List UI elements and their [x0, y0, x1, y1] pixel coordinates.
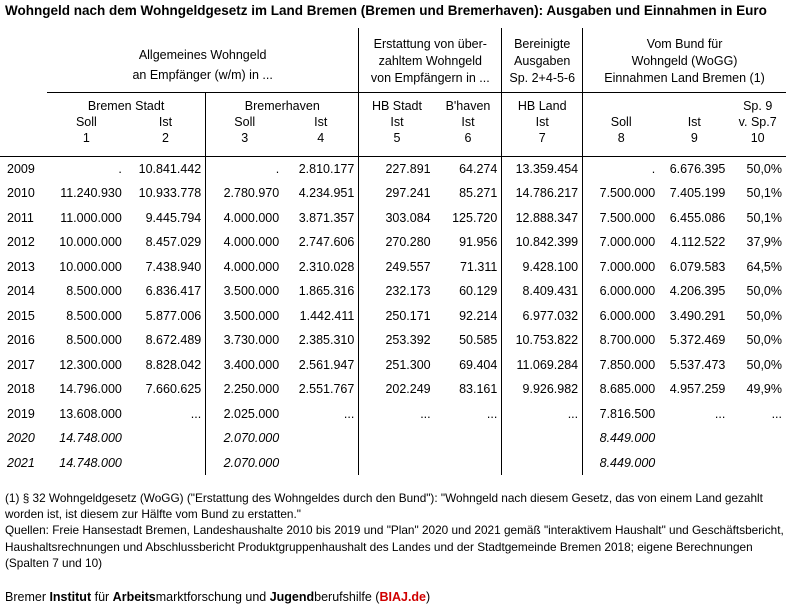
- table-cell: 2.070.000: [206, 451, 283, 476]
- col-number: 9: [659, 131, 729, 157]
- year-cell: 2010: [7, 186, 35, 201]
- header-hb-stadt: HB Stadt: [359, 92, 435, 113]
- table-cell: 11.240.930: [60, 186, 122, 201]
- table-cell: [659, 426, 729, 451]
- table-cell: 8.449.000: [583, 426, 660, 451]
- table-cell: 5.372.469: [669, 333, 726, 348]
- table-cell: 92.214: [459, 308, 498, 323]
- wohngeld-table: [0, 28, 786, 475]
- header-bremen-stadt: Bremen Stadt: [87, 98, 165, 113]
- table-cell: 50,0%: [746, 162, 782, 176]
- table-cell: 10.753.822: [502, 328, 583, 353]
- table-cell: 253.392: [359, 328, 435, 353]
- col-number: 8: [583, 131, 660, 157]
- table-row: [0, 157, 786, 182]
- header-group-bereinigte-ausgaben: Bereinigte Ausgaben Sp. 2+4-5-6: [502, 28, 583, 92]
- table-cell: ...: [486, 406, 498, 421]
- table-cell: ...: [190, 406, 202, 421]
- header-group-vom-bund: Vom Bund für Wohngeld (WoGG) Einnahmen Land Bremen (1): [583, 28, 786, 92]
- table-cell: 8.409.431: [502, 279, 583, 304]
- table-cell: 3.730.000: [206, 328, 283, 353]
- table-cell: 60.129: [459, 284, 498, 299]
- table-cell: [729, 426, 786, 451]
- table-cell: 14.796.000: [59, 382, 122, 397]
- table-cell: [126, 451, 206, 476]
- table-cell: ...: [771, 406, 782, 421]
- col-number: 10: [729, 131, 786, 157]
- table-cell: 10.000.000: [59, 259, 122, 274]
- table-cell: 250.171: [359, 304, 435, 329]
- table-cell: [659, 451, 729, 476]
- table-cell: [435, 426, 502, 451]
- table-row: [0, 230, 786, 255]
- table-cell: 6.455.086: [669, 210, 726, 225]
- table-cell: 7.660.625: [145, 382, 202, 397]
- table-cell: ...: [714, 406, 726, 421]
- table-cell: 50,1%: [746, 186, 782, 201]
- table-row: [0, 255, 786, 280]
- header-bhaven: B'haven: [445, 98, 491, 113]
- col-label: Soll: [583, 113, 660, 131]
- year-cell: 2019: [7, 406, 35, 421]
- biaj-link[interactable]: BIAJ.de: [379, 590, 427, 604]
- table-cell: 1.442.411: [299, 308, 355, 323]
- table-cell: 11.069.284: [502, 353, 583, 378]
- table-row: [0, 206, 786, 231]
- year-cell: 2021: [7, 455, 35, 470]
- table-cell: 14.748.000: [59, 431, 122, 446]
- table-cell: 8.828.042: [145, 357, 202, 372]
- table-cell: 9.926.982: [502, 377, 583, 402]
- table-row: [0, 402, 786, 427]
- table-cell: 6.000.000: [583, 279, 660, 304]
- table-cell: 50,0%: [746, 308, 782, 323]
- col-label: Ist: [502, 113, 583, 131]
- table-cell: 71.311: [459, 259, 498, 274]
- table-cell: [435, 451, 502, 476]
- header-bremerhaven: Bremerhaven: [206, 92, 359, 113]
- table-cell: 125.720: [452, 210, 498, 225]
- table-cell: 13.359.454: [502, 157, 583, 182]
- header-group-erstattung: Erstattung von über- zahltem Wohngeld von Empfängern in ...: [359, 28, 502, 92]
- table-cell: 227.891: [359, 157, 435, 182]
- year-cell: 2017: [7, 357, 35, 372]
- table-cell: 6.676.395: [669, 162, 726, 176]
- table-cell: 9.445.794: [145, 210, 202, 225]
- table-cell: 7.850.000: [583, 353, 660, 378]
- table-cell: 4.206.395: [669, 284, 726, 299]
- table-cell: 4.000.000: [206, 206, 283, 231]
- year-cell: 2015: [7, 308, 35, 323]
- header-hb-land: HB Land: [502, 92, 583, 113]
- table-cell: 8.449.000: [583, 451, 660, 476]
- year-cell: 2009: [7, 162, 35, 176]
- table-cell: 6.079.583: [669, 259, 726, 274]
- table-cell: 297.241: [359, 181, 435, 206]
- table-cell: 12.888.347: [502, 206, 583, 231]
- table-row: [0, 426, 786, 451]
- col-label: Ist: [461, 114, 475, 129]
- table-cell: 64,5%: [746, 259, 782, 274]
- col-label: Ist: [359, 113, 435, 131]
- table-row: [0, 328, 786, 353]
- table-cell: 2.385.310: [298, 333, 355, 348]
- table-cell: .: [118, 162, 122, 176]
- table-cell: 50,1%: [746, 210, 782, 225]
- table-cell: 9.428.100: [502, 255, 583, 280]
- table-cell: 7.816.500: [583, 402, 660, 427]
- table-cell: 303.084: [359, 206, 435, 231]
- table-row: [0, 304, 786, 329]
- table-cell: 7.405.199: [669, 186, 726, 201]
- table-row: [0, 451, 786, 476]
- year-cell: 2011: [7, 210, 34, 225]
- col-number: 6: [435, 131, 502, 157]
- table-cell: 8.500.000: [66, 308, 122, 323]
- table-cell: 7.500.000: [583, 206, 660, 231]
- year-cell: 2014: [7, 284, 35, 299]
- table-cell: 50,0%: [746, 357, 782, 372]
- year-cell: 2012: [7, 235, 35, 250]
- table-cell: 202.249: [359, 377, 435, 402]
- year-cell: 2016: [7, 333, 35, 348]
- table-cell: [359, 426, 435, 451]
- year-cell: 2020: [7, 431, 35, 446]
- table-cell: 7.000.000: [583, 255, 660, 280]
- table-cell: 4.234.951: [298, 186, 355, 201]
- table-cell: 8.500.000: [66, 284, 122, 299]
- table-row: [0, 181, 786, 206]
- table-cell: 50,0%: [746, 284, 782, 299]
- table-body: [0, 157, 786, 476]
- table-cell: [359, 451, 435, 476]
- table-cell: 64.274: [459, 162, 498, 176]
- col-label: v. Sp.7: [738, 114, 777, 129]
- table-cell: 2.747.606: [298, 235, 355, 250]
- table-cell: 5.877.006: [145, 308, 202, 323]
- notes: [5, 490, 785, 571]
- table-cell: 8.500.000: [66, 333, 122, 348]
- table-cell: 3.500.000: [206, 304, 283, 329]
- table-cell: 4.000.000: [206, 255, 283, 280]
- table-cell: 270.280: [359, 230, 435, 255]
- table-cell: [126, 426, 206, 451]
- table-cell: 7.500.000: [583, 181, 660, 206]
- header-group-allgemeines-wohngeld: Allgemeines Wohngeld an Empfänger (w/m) in ...: [47, 28, 359, 92]
- table-cell: 49,9%: [746, 382, 782, 397]
- table-cell: 14.748.000: [59, 455, 122, 470]
- col-number: 5: [359, 131, 435, 157]
- table-cell: 249.557: [359, 255, 435, 280]
- table-cell: 50.585: [459, 333, 498, 348]
- table-cell: 91.956: [459, 235, 498, 250]
- col-number: 1: [47, 131, 126, 157]
- table-cell: 83.161: [459, 382, 498, 397]
- table-cell: 2.025.000: [206, 402, 283, 427]
- table-cell: 3.490.291: [669, 308, 726, 323]
- table-cell: 8.457.029: [145, 235, 202, 250]
- header-sp9: Sp. 9: [743, 98, 773, 113]
- table-cell: ...: [359, 402, 435, 427]
- table-cell: 3.400.000: [206, 353, 283, 378]
- table-cell: [729, 451, 786, 476]
- table-cell: 8.700.000: [583, 328, 660, 353]
- table-cell: 7.000.000: [583, 230, 660, 255]
- table-cell: 4.000.000: [206, 230, 283, 255]
- table-cell: 10.842.399: [502, 230, 583, 255]
- page-title: Wohngeld nach dem Wohngeldgesetz im Land Bremen (Bremen und Bremerhaven): Ausgaben und Einnahmen in Euro: [5, 3, 767, 18]
- table-cell: 12.300.000: [59, 357, 122, 372]
- col-number: 7: [502, 131, 583, 157]
- col-number: 4: [283, 131, 359, 157]
- table-cell: 2.070.000: [206, 426, 283, 451]
- table-cell: ...: [502, 402, 583, 427]
- table-cell: [283, 451, 359, 476]
- table-cell: 13.608.000: [59, 406, 122, 421]
- table-cell: [502, 426, 583, 451]
- table-cell: 50,0%: [746, 333, 782, 348]
- table-cell: 2.810.177: [298, 162, 355, 176]
- table-cell: .: [206, 157, 283, 182]
- col-label: Soll: [206, 113, 283, 131]
- table-cell: [283, 426, 359, 451]
- table-cell: 6.836.417: [145, 284, 202, 299]
- table-header: [0, 28, 786, 157]
- table-cell: 251.300: [359, 353, 435, 378]
- table-cell: .: [583, 157, 660, 182]
- footnote: (1) § 32 Wohngeldgesetz (WoGG) ("Erstattung des Wohngeldes durch den Bund"): "Wohngeld nach diesem Gesetz, das von einem Land gezahlt worden ist, ist diesem zur Hälfte vom Bund zu erstatten.": [5, 491, 763, 522]
- table-cell: 6.977.032: [502, 304, 583, 329]
- table-cell: 8.672.489: [145, 333, 202, 348]
- table-cell: 69.404: [459, 357, 498, 372]
- table-cell: 7.438.940: [145, 259, 202, 274]
- table-cell: [502, 451, 583, 476]
- table-cell: 37,9%: [746, 235, 782, 250]
- table-cell: 4.957.259: [669, 382, 726, 397]
- table-cell: 8.685.000: [583, 377, 660, 402]
- table-cell: 2.250.000: [206, 377, 283, 402]
- year-cell: 2018: [7, 382, 35, 397]
- col-number: 3: [206, 131, 283, 157]
- table-cell: 10.000.000: [59, 235, 122, 250]
- table-cell: 85.271: [459, 186, 498, 201]
- table-cell: 14.786.217: [502, 181, 583, 206]
- col-label: Ist: [687, 114, 701, 129]
- col-number: 2: [126, 131, 206, 157]
- table-cell: 1.865.316: [298, 284, 355, 299]
- table-cell: 11.000.000: [60, 210, 122, 225]
- col-label: Soll: [75, 114, 97, 129]
- publisher-footer: Bremer Institut für Arbeitsmarktforschung und Jugendberufshilfe (BIAJ.de): [5, 590, 431, 604]
- sources: Quellen: Freie Hansestadt Bremen, Landeshaushalte 2010 bis 2019 und "Plan" 2020 und 2021 gemäß "interaktivem Haushalt" und Geschäftsbericht, Haushaltsrechnungen und Abschlussbericht Produktgruppenhaushalt des Landes und der Stadtgemeinde Bremen 2018; eigene Berechnungen (Spalten 7 und 10): [5, 523, 784, 570]
- table-cell: 3.500.000: [206, 279, 283, 304]
- table-cell: 2.561.947: [298, 357, 355, 372]
- table-cell: 2.551.767: [298, 382, 355, 397]
- table-cell: 10.933.778: [138, 186, 202, 201]
- table-cell: 2.780.970: [206, 181, 283, 206]
- table-row: [0, 279, 786, 304]
- table-cell: ...: [343, 406, 355, 421]
- table-cell: 10.841.442: [138, 162, 202, 176]
- table-cell: 4.112.522: [670, 235, 726, 250]
- col-label: Ist: [314, 114, 328, 129]
- table-cell: 5.537.473: [669, 357, 726, 372]
- table-cell: 232.173: [359, 279, 435, 304]
- year-cell: 2013: [7, 259, 35, 274]
- table-cell: 6.000.000: [583, 304, 660, 329]
- table-row: [0, 353, 786, 378]
- col-label: Ist: [158, 114, 173, 129]
- table-cell: 3.871.357: [298, 210, 355, 225]
- table-cell: 2.310.028: [298, 259, 355, 274]
- table-row: [0, 377, 786, 402]
